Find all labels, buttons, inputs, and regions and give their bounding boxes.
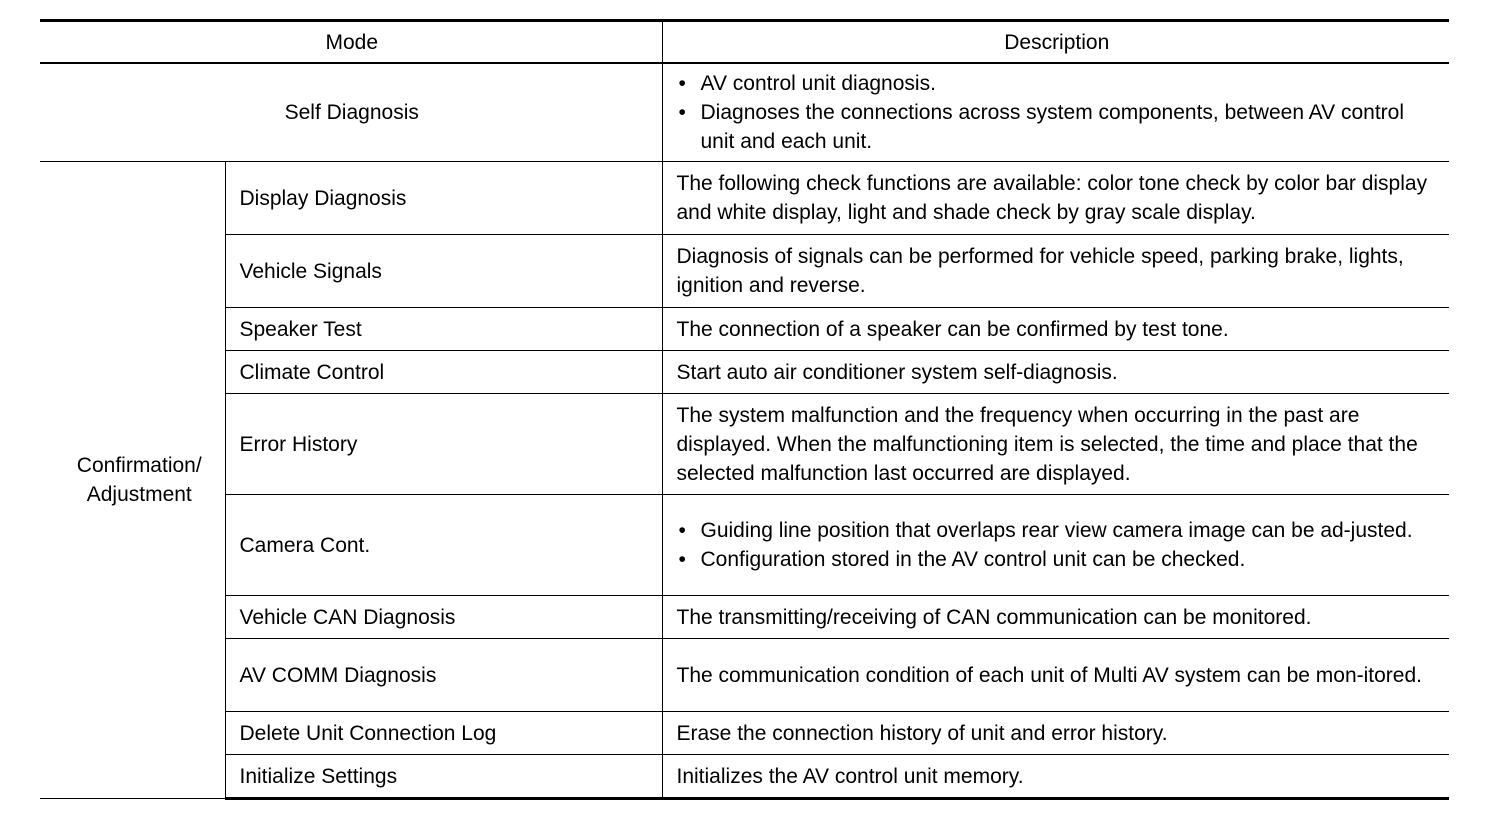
table-row [40,63,1449,162]
mode-cell: Climate Control [225,351,662,394]
header-description: Description [662,21,1449,64]
table-row [40,351,1449,394]
table-row [40,308,1449,351]
table-row [40,639,1449,712]
mode-cell: Camera Cont. [225,495,662,596]
description-cell: The connection of a speaker can be confirmed by test tone. [662,308,1449,351]
bullet-item: • AV control unit diagnosis. [677,69,1438,98]
table-row [40,235,1449,308]
bullet-icon: • [678,101,686,124]
description-cell: The following check functions are available: color tone check by color bar display and white display, light and shade check by gray scale display. [662,162,1449,235]
bullet-icon: • [678,548,686,571]
bullet-item: • Configuration stored in the AV control unit can be checked. [677,545,1438,574]
mode-cell: Speaker Test [225,308,662,351]
description-cell: The transmitting/receiving of CAN communication can be monitored. [662,596,1449,639]
table-row [40,162,1449,235]
table-row [40,755,1449,799]
bullet-item: • Guiding line position that overlaps rear view camera image can be ad-justed. [677,516,1438,545]
table-header-row [40,21,1449,64]
mode-description-table [40,19,1449,800]
mode-cell: Initialize Settings [225,755,662,799]
header-mode: Mode [40,21,662,64]
bullet-list [677,69,1438,156]
description-cell: Diagnosis of signals can be performed for vehicle speed, parking brake, lights, ignition and reverse. [662,235,1449,308]
description-cell [662,495,1449,596]
mode-cell: Vehicle CAN Diagnosis [225,596,662,639]
description-cell: The system malfunction and the frequency when occurring in the past are displayed. When the malfunctioning item is selected, the time and place that the selected malfunction last occurred are displayed. [662,394,1449,495]
mode-cell-self-diagnosis: Self Diagnosis [40,63,662,162]
description-cell: Start auto air conditioner system self-diagnosis. [662,351,1449,394]
mode-cell: Error History [225,394,662,495]
bullet-list [677,516,1438,574]
mode-cell: Vehicle Signals [225,235,662,308]
description-cell: Initializes the AV control unit memory. [662,755,1449,799]
mode-cell: Display Diagnosis [225,162,662,235]
description-cell: Erase the connection history of unit and error history. [662,712,1449,755]
table-row [40,712,1449,755]
mode-cell: Delete Unit Connection Log [225,712,662,755]
bullet-item: • Diagnoses the connections across system components, between AV control unit and each unit. [677,98,1438,156]
bullet-icon: • [678,519,686,542]
mode-cell: AV COMM Diagnosis [225,639,662,712]
group-label-confirmation-adjustment: Confirmation/ Adjustment [40,162,225,799]
bullet-icon: • [678,72,686,95]
description-cell: The communication condition of each unit of Multi AV system can be mon-itored. [662,639,1449,712]
table-row [40,394,1449,495]
table-row [40,596,1449,639]
description-cell-self-diagnosis [662,63,1449,162]
table-row [40,495,1449,596]
